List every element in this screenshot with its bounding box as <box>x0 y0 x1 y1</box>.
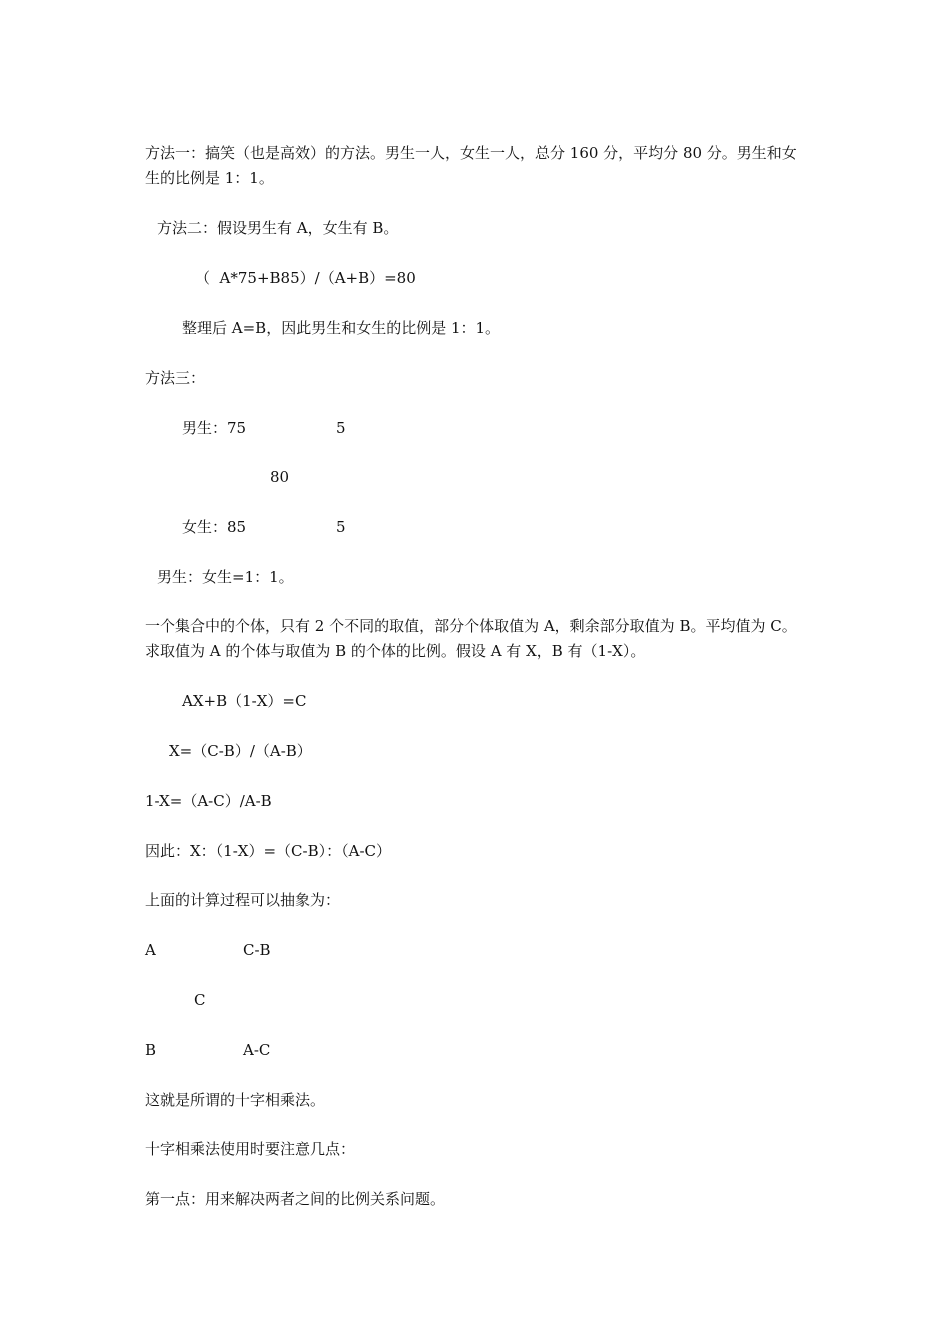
general-paragraph: 一个集合中的个体，只有 2 个不同的取值，部分个体取值为 A，剩余部分取值为 B。平均值为 C。求取值为 A 的个体与取值为 B 的个体的比例。假设 A 有 X，B 有（1-X）。 <box>145 617 797 660</box>
abstract-c-minus-b: C-B <box>243 941 271 959</box>
cross-girl-diff: 5 <box>336 518 346 536</box>
method2-result: 整理后 A=B，因此男生和女生的比例是 1：1。 <box>182 319 501 337</box>
method3-title: 方法三： <box>145 369 206 387</box>
cross-ratio: 男生：女生=1：1。 <box>157 568 294 586</box>
abstract-c: C <box>194 991 206 1009</box>
cross-boy-label: 男生：75 <box>182 419 247 437</box>
equation-1: AX+B（1-X）=C <box>182 692 307 710</box>
abstract-b: B <box>145 1041 157 1059</box>
notes-title: 十字相乘法使用时要注意几点： <box>145 1140 356 1158</box>
method2-title: 方法二：假设男生有 A，女生有 B。 <box>157 219 399 237</box>
equation-3: 1-X=（A-C）/A-B <box>145 792 272 810</box>
equation-4: 因此：X：（1-X）=（C-B）：（A-C） <box>145 842 391 860</box>
conclusion-text: 这就是所谓的十字相乘法。 <box>145 1091 326 1109</box>
abstract-a: A <box>145 941 156 959</box>
note-1: 第一点：用来解决两者之间的比例关系问题。 <box>145 1190 446 1208</box>
method1-paragraph: 方法一：搞笑（也是高效）的方法。男生一人，女生一人，总分 160 分，平均分 80 分。男生和女生的比例是 1：1。 <box>145 144 797 187</box>
method2-equation: （ A*75+B85）/（A+B）=80 <box>195 269 416 287</box>
abstract-a-minus-c: A-C <box>243 1041 271 1059</box>
cross-average: 80 <box>270 468 290 486</box>
equation-2: X=（C-B）/（A-B） <box>169 742 312 760</box>
cross-girl-label: 女生：85 <box>182 518 247 536</box>
cross-boy-diff: 5 <box>336 419 346 437</box>
abstract-title: 上面的计算过程可以抽象为： <box>145 891 341 909</box>
